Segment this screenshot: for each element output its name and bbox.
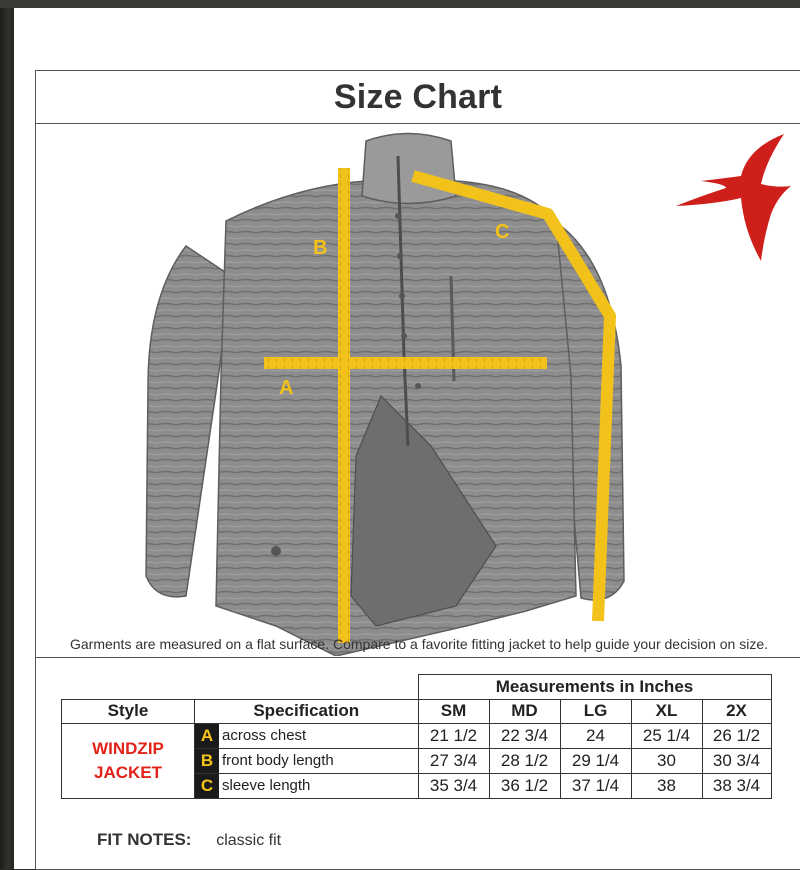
size-header-xl: XL xyxy=(631,699,702,723)
top-bar xyxy=(0,0,800,8)
size-header-2x: 2X xyxy=(702,699,771,723)
table-cell: 30 xyxy=(631,748,702,773)
spec-letter-a: A xyxy=(195,723,220,748)
style-name-line1: WINDZIP xyxy=(92,738,164,758)
title-row xyxy=(36,71,800,124)
spec-letter-c: C xyxy=(195,773,220,798)
table-cell: 38 3/4 xyxy=(702,773,771,798)
background-strip xyxy=(0,8,14,869)
table-cell: 27 3/4 xyxy=(418,748,489,773)
spec-header: Specification xyxy=(195,699,419,723)
fit-notes xyxy=(97,830,281,850)
swallow-bird-icon xyxy=(676,134,791,261)
table-cell: 38 xyxy=(631,773,702,798)
spec-letter-b: B xyxy=(195,748,220,773)
page-title: Size Chart xyxy=(333,77,503,116)
table-cell: 26 1/2 xyxy=(702,723,771,748)
table-group-header-row xyxy=(62,675,772,700)
size-table xyxy=(61,674,772,799)
table-cell: 21 1/2 xyxy=(418,723,489,748)
jacket-illustration xyxy=(36,126,800,656)
jacket-collar xyxy=(362,134,456,204)
label-c: C xyxy=(495,221,510,243)
spec-name-b: front body length xyxy=(219,748,418,773)
style-name-cell xyxy=(62,723,195,798)
label-a: A xyxy=(279,377,294,399)
table-cell: 24 xyxy=(560,723,631,748)
table-cell: 22 3/4 xyxy=(489,723,560,748)
table-cell: 28 1/2 xyxy=(489,748,560,773)
size-header-md: MD xyxy=(489,699,560,723)
spec-name-a: across chest xyxy=(219,723,418,748)
table-cell: 29 1/4 xyxy=(560,748,631,773)
section-divider xyxy=(36,657,800,658)
fit-notes-label: FIT NOTES: xyxy=(97,830,192,849)
table-cell: 37 1/4 xyxy=(560,773,631,798)
table-cell: 35 3/4 xyxy=(418,773,489,798)
table-cell: 30 3/4 xyxy=(702,748,771,773)
fit-notes-value: classic fit xyxy=(216,832,282,849)
measure-line-a xyxy=(264,357,547,369)
table-cell: 36 1/2 xyxy=(489,773,560,798)
size-header-sm: SM xyxy=(418,699,489,723)
table-cell: 25 1/4 xyxy=(631,723,702,748)
label-b: B xyxy=(313,237,328,259)
style-header: Style xyxy=(62,699,195,723)
spec-name-c: sleeve length xyxy=(219,773,418,798)
size-header-lg: LG xyxy=(560,699,631,723)
style-name-line2: JACKET xyxy=(93,762,162,782)
table-row xyxy=(62,723,772,748)
measurements-header: Measurements in Inches xyxy=(418,675,771,700)
measure-line-b xyxy=(338,168,350,643)
caption-text: Garments are measured on a flat surface. Compare to a favorite fitting jacket to help guide your decision on size. xyxy=(69,636,769,652)
table-header-row xyxy=(62,699,772,723)
